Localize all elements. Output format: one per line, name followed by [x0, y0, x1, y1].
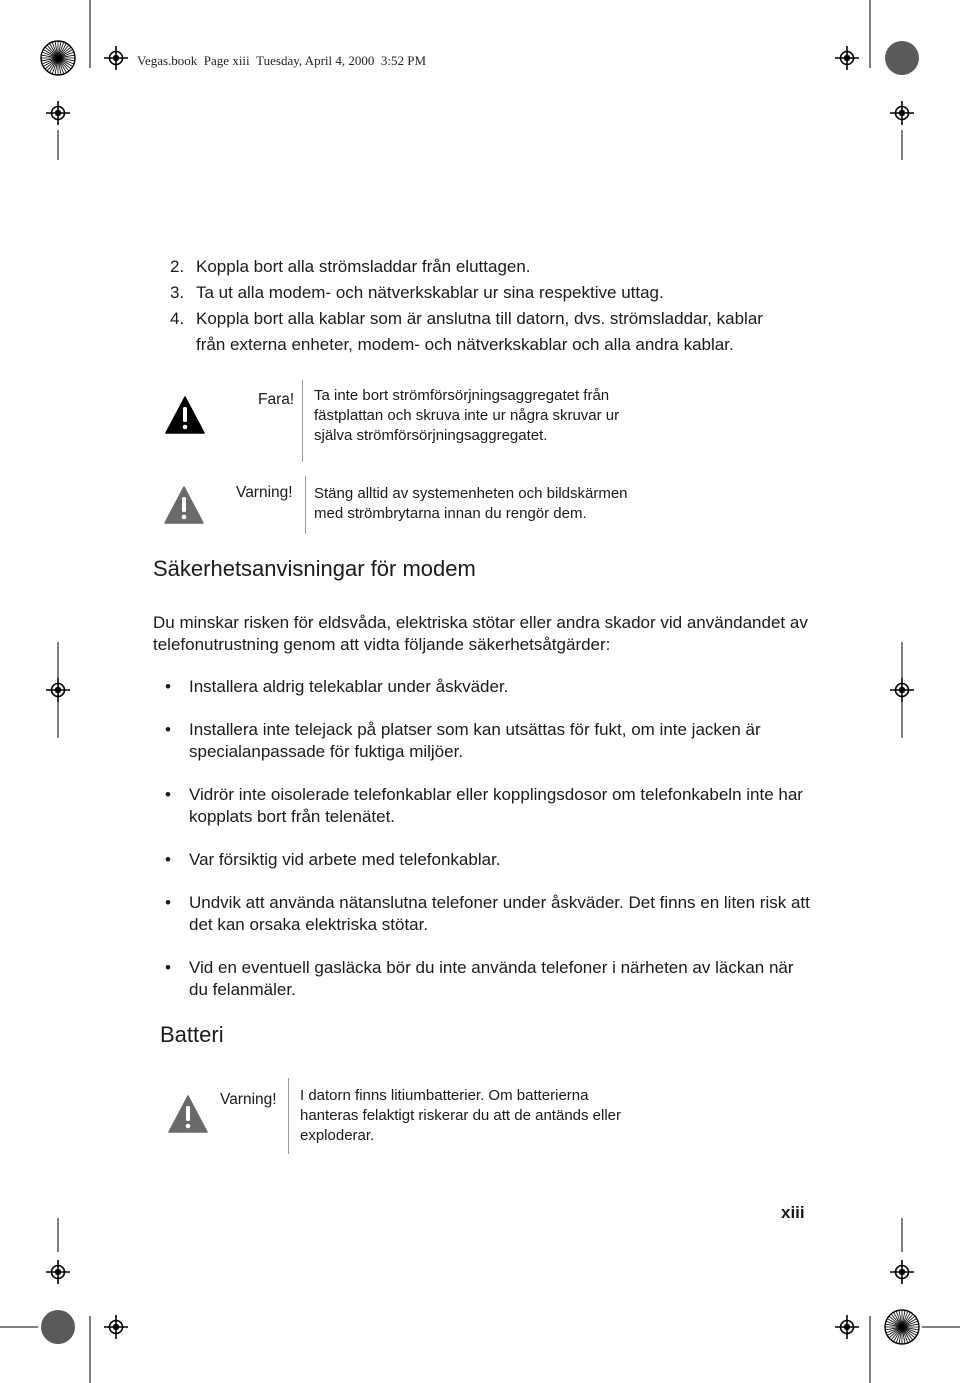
list-item-text: Installera inte telejack på platser som kan utsättas för fukt, om inte jacken är specialanpassade för fuktiga miljöer. [189, 720, 761, 761]
print-header [137, 53, 426, 69]
crosshair-center [113, 55, 119, 61]
list-item-text: Installera aldrig telekablar under åskväder. [189, 677, 509, 696]
step-text: Koppla bort alla strömsladdar från eluttagen. [196, 257, 531, 276]
header-date: Tuesday, April 4, 2000 [256, 53, 375, 68]
crosshair-center [844, 55, 850, 61]
crosshair-center [899, 1269, 905, 1275]
list-item [165, 676, 815, 698]
bullet-marker: • [165, 850, 171, 869]
header-page: Page xiii [203, 53, 250, 68]
step-item [170, 306, 816, 358]
list-item-text: Vidrör inte oisolerade telefonkablar eller kopplingsdosor om telefonkabeln inte har kopplats bort från telenätet. [189, 785, 803, 826]
note-divider [302, 380, 303, 462]
modem-safety-list [165, 676, 815, 1022]
warning-label: Varning! [236, 484, 293, 501]
list-item [165, 719, 815, 763]
step-text: Koppla bort alla kablar som är anslutna till datorn, dvs. strömsladdar, kablar från externa enheter, modem- och nätverkskablar och alla andra kablar. [196, 309, 763, 354]
page-number: xiii [781, 1203, 805, 1222]
list-item [165, 849, 815, 871]
bullet-marker: • [165, 677, 171, 696]
numbered-steps [170, 254, 816, 358]
warning-label: Varning! [220, 1091, 277, 1108]
note-line: I datorn finns litiumbatterier. Om batterierna [300, 1087, 589, 1104]
bullet-marker: • [165, 893, 171, 912]
bullet-marker: • [165, 720, 171, 739]
warning-text [314, 484, 734, 524]
caution-warning-icon [168, 1095, 208, 1133]
crosshair-center [55, 1269, 61, 1275]
bullet-marker: • [165, 785, 171, 804]
bullet-marker: • [165, 958, 171, 977]
modem-intro-paragraph: Du minskar risken för eldsvåda, elektriska stötar eller andra skador vid användandet av telefonutrustning genom att vidta följande säkerhetsåtgärder: [153, 613, 808, 654]
danger-text [314, 386, 734, 446]
battery-warning-text [300, 1086, 720, 1146]
list-item-text: Var försiktig vid arbete med telefonkablar. [189, 850, 501, 869]
list-item [165, 957, 815, 1001]
note-line: exploderar. [300, 1127, 375, 1144]
danger-warning-icon [165, 396, 205, 434]
note-line: fästplattan och skruva inte ur några skruvar ur [314, 407, 620, 424]
grey-density-patch-icon [885, 41, 919, 75]
note-divider [305, 476, 306, 534]
step-item [170, 254, 816, 280]
header-file: Vegas.book [137, 53, 198, 68]
caution-warning-icon [164, 486, 204, 524]
note-line: med strömbrytarna innan du rengör dem. [314, 505, 587, 522]
crosshair-center [55, 110, 61, 116]
step-number: 4. [170, 309, 185, 328]
list-item [165, 892, 815, 936]
header-time: 3:52 PM [380, 53, 427, 68]
step-text: Ta ut alla modem- och nätverkskablar ur sina respektive uttag. [196, 283, 664, 302]
crosshair-center [899, 110, 905, 116]
note-line: Stäng alltid av systemenheten och bildskärmen [314, 485, 628, 502]
grey-density-patch-icon [41, 1310, 75, 1344]
crosshair-center [113, 1324, 119, 1330]
step-item [170, 280, 816, 306]
section-heading-modem: Säkerhetsanvisningar för modem [153, 556, 476, 581]
section-heading-battery: Batteri [160, 1022, 224, 1047]
note-line: hanteras felaktigt riskerar du att de antänds eller [300, 1107, 622, 1124]
note-line: Ta inte bort strömförsörjningsaggregatet från [314, 387, 610, 404]
list-item [165, 784, 815, 828]
crosshair-center [844, 1324, 850, 1330]
note-divider [288, 1078, 289, 1154]
step-number: 3. [170, 283, 185, 302]
step-number: 2. [170, 257, 185, 276]
list-item-text: Vid en eventuell gasläcka bör du inte använda telefoner i närheten av läckan när du felanmäler. [189, 958, 794, 999]
danger-label: Fara! [258, 391, 295, 408]
list-item-text: Undvik att använda nätanslutna telefoner under åskväder. Det finns en liten risk att det kan orsaka elektriska stötar. [189, 893, 810, 934]
note-line: själva strömförsörjningsaggregatet. [314, 427, 548, 444]
